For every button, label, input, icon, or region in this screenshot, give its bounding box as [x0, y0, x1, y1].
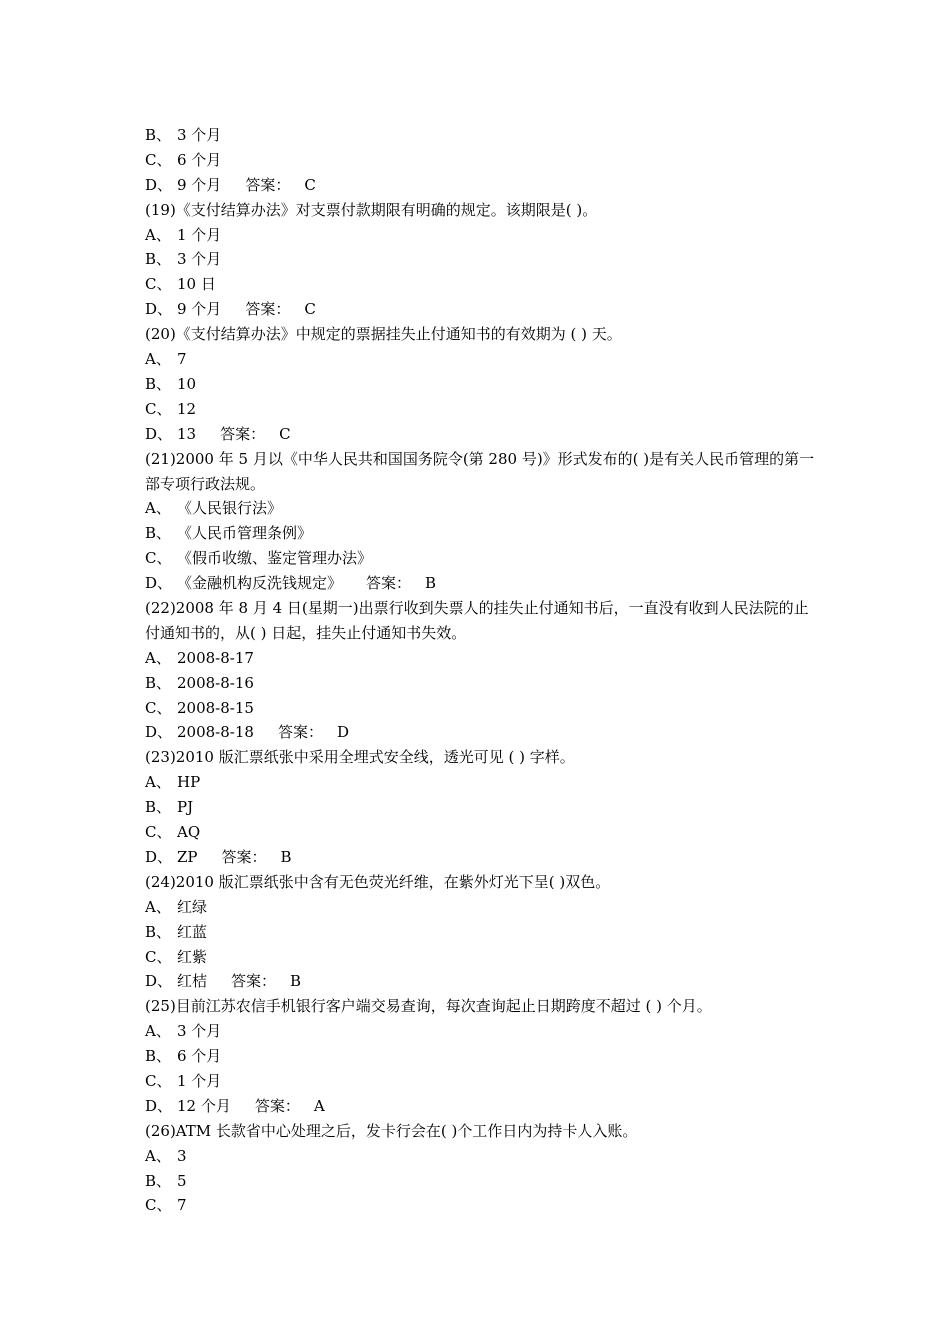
option-letter: B、	[145, 126, 172, 144]
option-letter: B、	[145, 798, 172, 817]
option-text: 1 个月	[177, 225, 222, 244]
answer-option	[145, 123, 815, 148]
answer-option	[145, 148, 815, 173]
answer-option	[145, 272, 815, 297]
answer-option	[145, 1019, 815, 1044]
answer-option	[145, 795, 815, 820]
option-letter: C、	[145, 947, 172, 966]
option-letter: A、	[145, 648, 171, 667]
option-letter: A、	[145, 1022, 171, 1041]
answer-value: C	[304, 300, 316, 319]
option-text: 《假币收缴、鉴定管理办法》	[177, 549, 373, 568]
answer-option	[145, 696, 815, 721]
answer-option	[145, 546, 815, 571]
answer-option	[145, 1169, 815, 1194]
option-text: 红紫	[177, 947, 208, 966]
answer-option	[145, 895, 815, 920]
option-text: PJ	[177, 798, 194, 817]
answer-option	[145, 173, 815, 198]
answer-option	[145, 247, 815, 272]
option-text: 6 个月	[177, 1047, 222, 1066]
answer-option	[145, 521, 815, 546]
option-letter: C、	[145, 275, 172, 294]
option-text: AQ	[177, 823, 201, 842]
option-text: 3	[177, 1146, 187, 1165]
question-text: (21)2000 年 5 月以《中华人民共和国国务院令(第 280 号)》形式发布的( )是有关人民币管理的第一部专项行政法规。	[145, 449, 815, 493]
question-text: (22)2008 年 8 月 4 日(星期一)出票行收到失票人的挂失止付通知书后，一直没有收到人民法院的止付通知书的，从( ) 日起，挂失止付通知书失效。	[145, 598, 809, 642]
option-text: 3 个月	[177, 126, 222, 144]
option-text: HP	[177, 773, 201, 792]
answer-value: C	[279, 424, 291, 443]
option-text: 2008-8-17	[177, 648, 254, 667]
option-letter: A、	[145, 350, 171, 369]
answer-option	[145, 720, 815, 745]
option-text: 2008-8-15	[177, 698, 254, 717]
option-letter: C、	[145, 399, 172, 418]
option-text: 13	[177, 424, 197, 443]
answer-option	[145, 297, 815, 322]
option-letter: D、	[145, 175, 173, 194]
option-text: 《人民币管理条例》	[177, 524, 313, 543]
option-text: 7	[177, 1196, 187, 1215]
answer-label: 答案：	[221, 847, 267, 866]
option-letter: A、	[145, 499, 171, 518]
option-text: 10 日	[177, 275, 216, 294]
answer-value: A	[313, 1096, 325, 1115]
option-text: 12 个月	[177, 1096, 231, 1115]
option-letter: D、	[145, 300, 173, 319]
option-text: ZP	[177, 847, 198, 866]
option-letter: B、	[145, 250, 172, 269]
option-text: 10	[177, 374, 197, 393]
option-text: 3 个月	[177, 250, 222, 269]
option-letter: C、	[145, 1196, 172, 1215]
answer-value: B	[280, 847, 292, 866]
answer-value: B	[290, 972, 302, 991]
option-text: 红蓝	[177, 922, 208, 941]
answer-label: 答案：	[254, 1096, 300, 1115]
option-letter: D、	[145, 574, 173, 593]
answer-option	[145, 571, 815, 596]
option-letter: C、	[145, 549, 172, 568]
answer-option	[145, 1144, 815, 1169]
answer-label: 答案：	[366, 574, 412, 593]
question-text: (25)目前江苏农信手机银行客户端交易查询，每次查询起止日期跨度不超过 ( ) 个月。	[145, 997, 712, 1016]
answer-option	[145, 223, 815, 248]
option-text: 3 个月	[177, 1022, 222, 1041]
option-text: 9 个月	[177, 175, 222, 194]
answer-option	[145, 820, 815, 845]
question-text: (19)《支付结算办法》对支票付款期限有明确的规定。该期限是( )。	[145, 200, 598, 219]
option-letter: A、	[145, 1146, 171, 1165]
option-text: 12	[177, 399, 197, 418]
option-letter: C、	[145, 150, 172, 169]
answer-option	[145, 422, 815, 447]
option-text: 红绿	[177, 897, 208, 916]
answer-option	[145, 770, 815, 795]
answer-label: 答案：	[220, 424, 266, 443]
option-letter: B、	[145, 374, 172, 393]
option-text: 2008-8-18	[177, 723, 254, 742]
question-text: (20)《支付结算办法》中规定的票据挂失止付通知书的有效期为 ( ) 天。	[145, 325, 622, 344]
answer-option	[145, 969, 815, 994]
option-text: 《人民银行法》	[177, 499, 283, 518]
option-letter: B、	[145, 1171, 172, 1190]
option-text: 9 个月	[177, 300, 222, 319]
option-letter: B、	[145, 1047, 172, 1066]
answer-value: C	[304, 175, 316, 194]
option-text: 5	[177, 1171, 187, 1190]
question-text: (23)2010 版汇票纸张中采用全埋式安全线，透光可见 ( ) 字样。	[145, 748, 575, 767]
answer-value: B	[425, 574, 437, 593]
option-text: 6 个月	[177, 150, 222, 169]
option-letter: B、	[145, 673, 172, 692]
option-letter: B、	[145, 922, 172, 941]
answer-option	[145, 646, 815, 671]
answer-label: 答案：	[277, 723, 323, 742]
option-letter: A、	[145, 897, 171, 916]
option-text: 《金融机构反洗钱规定》	[177, 574, 343, 593]
answer-option	[145, 920, 815, 945]
answer-option	[145, 1044, 815, 1069]
option-letter: D、	[145, 424, 173, 443]
option-letter: C、	[145, 1071, 172, 1090]
option-letter: A、	[145, 773, 171, 792]
answer-option	[145, 496, 815, 521]
answer-option	[145, 845, 815, 870]
answer-option	[145, 397, 815, 422]
option-letter: C、	[145, 698, 172, 717]
option-text: 1 个月	[177, 1071, 222, 1090]
answer-option	[145, 347, 815, 372]
option-letter: D、	[145, 723, 173, 742]
answer-option	[145, 1094, 815, 1119]
question-text: (26)ATM 长款省中心处理之后，发卡行会在( )个工作日内为持卡人入账。	[145, 1121, 638, 1140]
option-text: 7	[177, 350, 187, 369]
option-letter: D、	[145, 847, 173, 866]
option-letter: D、	[145, 1096, 173, 1115]
answer-option	[145, 671, 815, 696]
answer-option	[145, 372, 815, 397]
answer-option	[145, 1193, 815, 1218]
option-text: 红桔	[177, 972, 208, 991]
answer-label: 答案：	[231, 972, 277, 991]
question-text: (24)2010 版汇票纸张中含有无色荧光纤维，在紫外灯光下呈( )双色。	[145, 872, 611, 891]
answer-option	[145, 1069, 815, 1094]
answer-label: 答案：	[245, 300, 291, 319]
option-letter: D、	[145, 972, 173, 991]
option-text: 2008-8-16	[177, 673, 254, 692]
answer-option	[145, 945, 815, 970]
document-body	[145, 123, 815, 1218]
answer-value: D	[336, 723, 349, 742]
option-letter: C、	[145, 823, 172, 842]
option-letter: A、	[145, 225, 171, 244]
answer-label: 答案：	[245, 175, 291, 194]
option-letter: B、	[145, 524, 172, 543]
